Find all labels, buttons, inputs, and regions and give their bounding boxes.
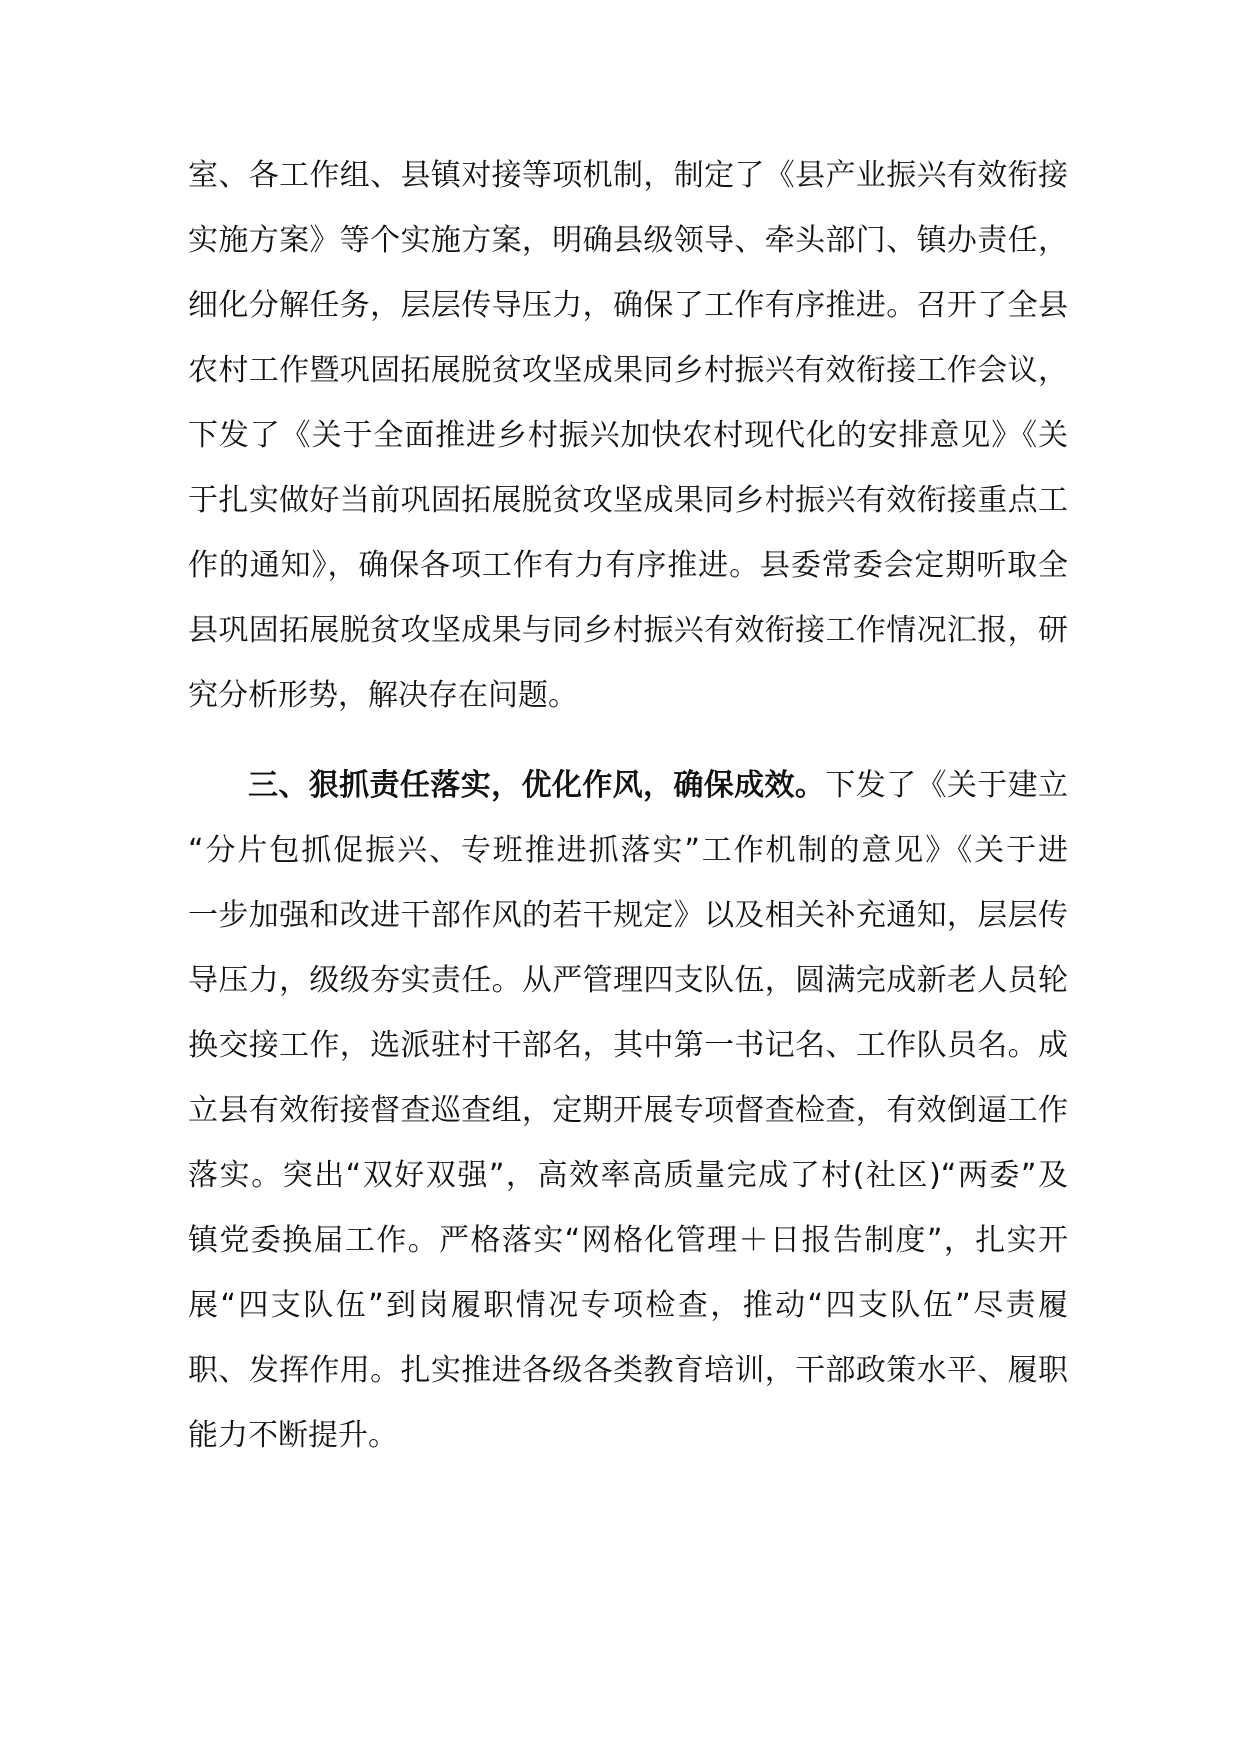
paragraph-1-line-5: 下发了《关于全面推进乡村振兴加快农村现代化的安排意见》《关 — [188, 418, 1068, 453]
paragraph-2-line-8: 镇党委换届工作。严格落实“网格化管理＋日报告制度”，扎实开 — [188, 1223, 1068, 1258]
paragraph-2-line-2: “分片包抓促振兴、专班推进抓落实”工作机制的意见》《关于进 — [188, 833, 1068, 868]
paragraph-2-line-4: 导压力，级级夯实责任。从严管理四支队伍，圆满完成新老人员轮 — [188, 963, 1068, 998]
paragraph-1-line-8: 县巩固拓展脱贫攻坚成果与同乡村振兴有效衔接工作情况汇报，研 — [188, 613, 1068, 648]
paragraph-2-line-5: 换交接工作，选派驻村干部名，其中第一书记名、工作队员名。成 — [188, 1028, 1068, 1063]
section-heading: 三、狠抓责任落实，优化作风，确保成效。 — [248, 768, 826, 803]
paragraph-1-line-9: 究分析形势，解决存在问题。 — [188, 678, 578, 713]
paragraph-1-line-7: 作的通知》，确保各项工作有力有序推进。县委常委会定期听取全 — [188, 548, 1068, 583]
paragraph-2-line-10: 职、发挥作用。扎实推进各级各类教育培训，干部政策水平、履职 — [188, 1353, 1068, 1388]
paragraph-2-line-6: 立县有效衔接督查巡查组，定期开展专项督查检查，有效倒逼工作 — [188, 1093, 1068, 1128]
paragraph-1-line-1: 室、各工作组、县镇对接等项机制，制定了《县产业振兴有效衔接 — [188, 158, 1068, 193]
paragraph-2-line-9: 展“四支队伍”到岗履职情况专项检查，推动“四支队伍”尽责履 — [188, 1288, 1068, 1323]
paragraph-1-line-4: 农村工作暨巩固拓展脱贫攻坚成果同乡村振兴有效衔接工作会议， — [188, 353, 1068, 388]
paragraph-2-line-11: 能力不断提升。 — [188, 1418, 398, 1453]
paragraph-2-line-1-rest: 下发了《关于建立 — [825, 768, 1069, 803]
paragraph-1-line-6: 于扎实做好当前巩固拓展脱贫攻坚成果同乡村振兴有效衔接重点工 — [188, 483, 1068, 518]
paragraph-2-line-1 — [248, 753, 1068, 819]
paragraph-1-line-2: 实施方案》等个实施方案，明确县级领导、牵头部门、镇办责任， — [188, 223, 1068, 258]
paragraph-2-line-3: 一步加强和改进干部作风的若干规定》以及相关补充通知，层层传 — [188, 898, 1068, 933]
paragraph-1-line-3: 细化分解任务，层层传导压力，确保了工作有序推进。召开了全县 — [188, 288, 1068, 323]
paragraph-2-line-7: 落实。突出“双好双强”，高效率高质量完成了村(社区)“两委”及 — [188, 1158, 1068, 1193]
